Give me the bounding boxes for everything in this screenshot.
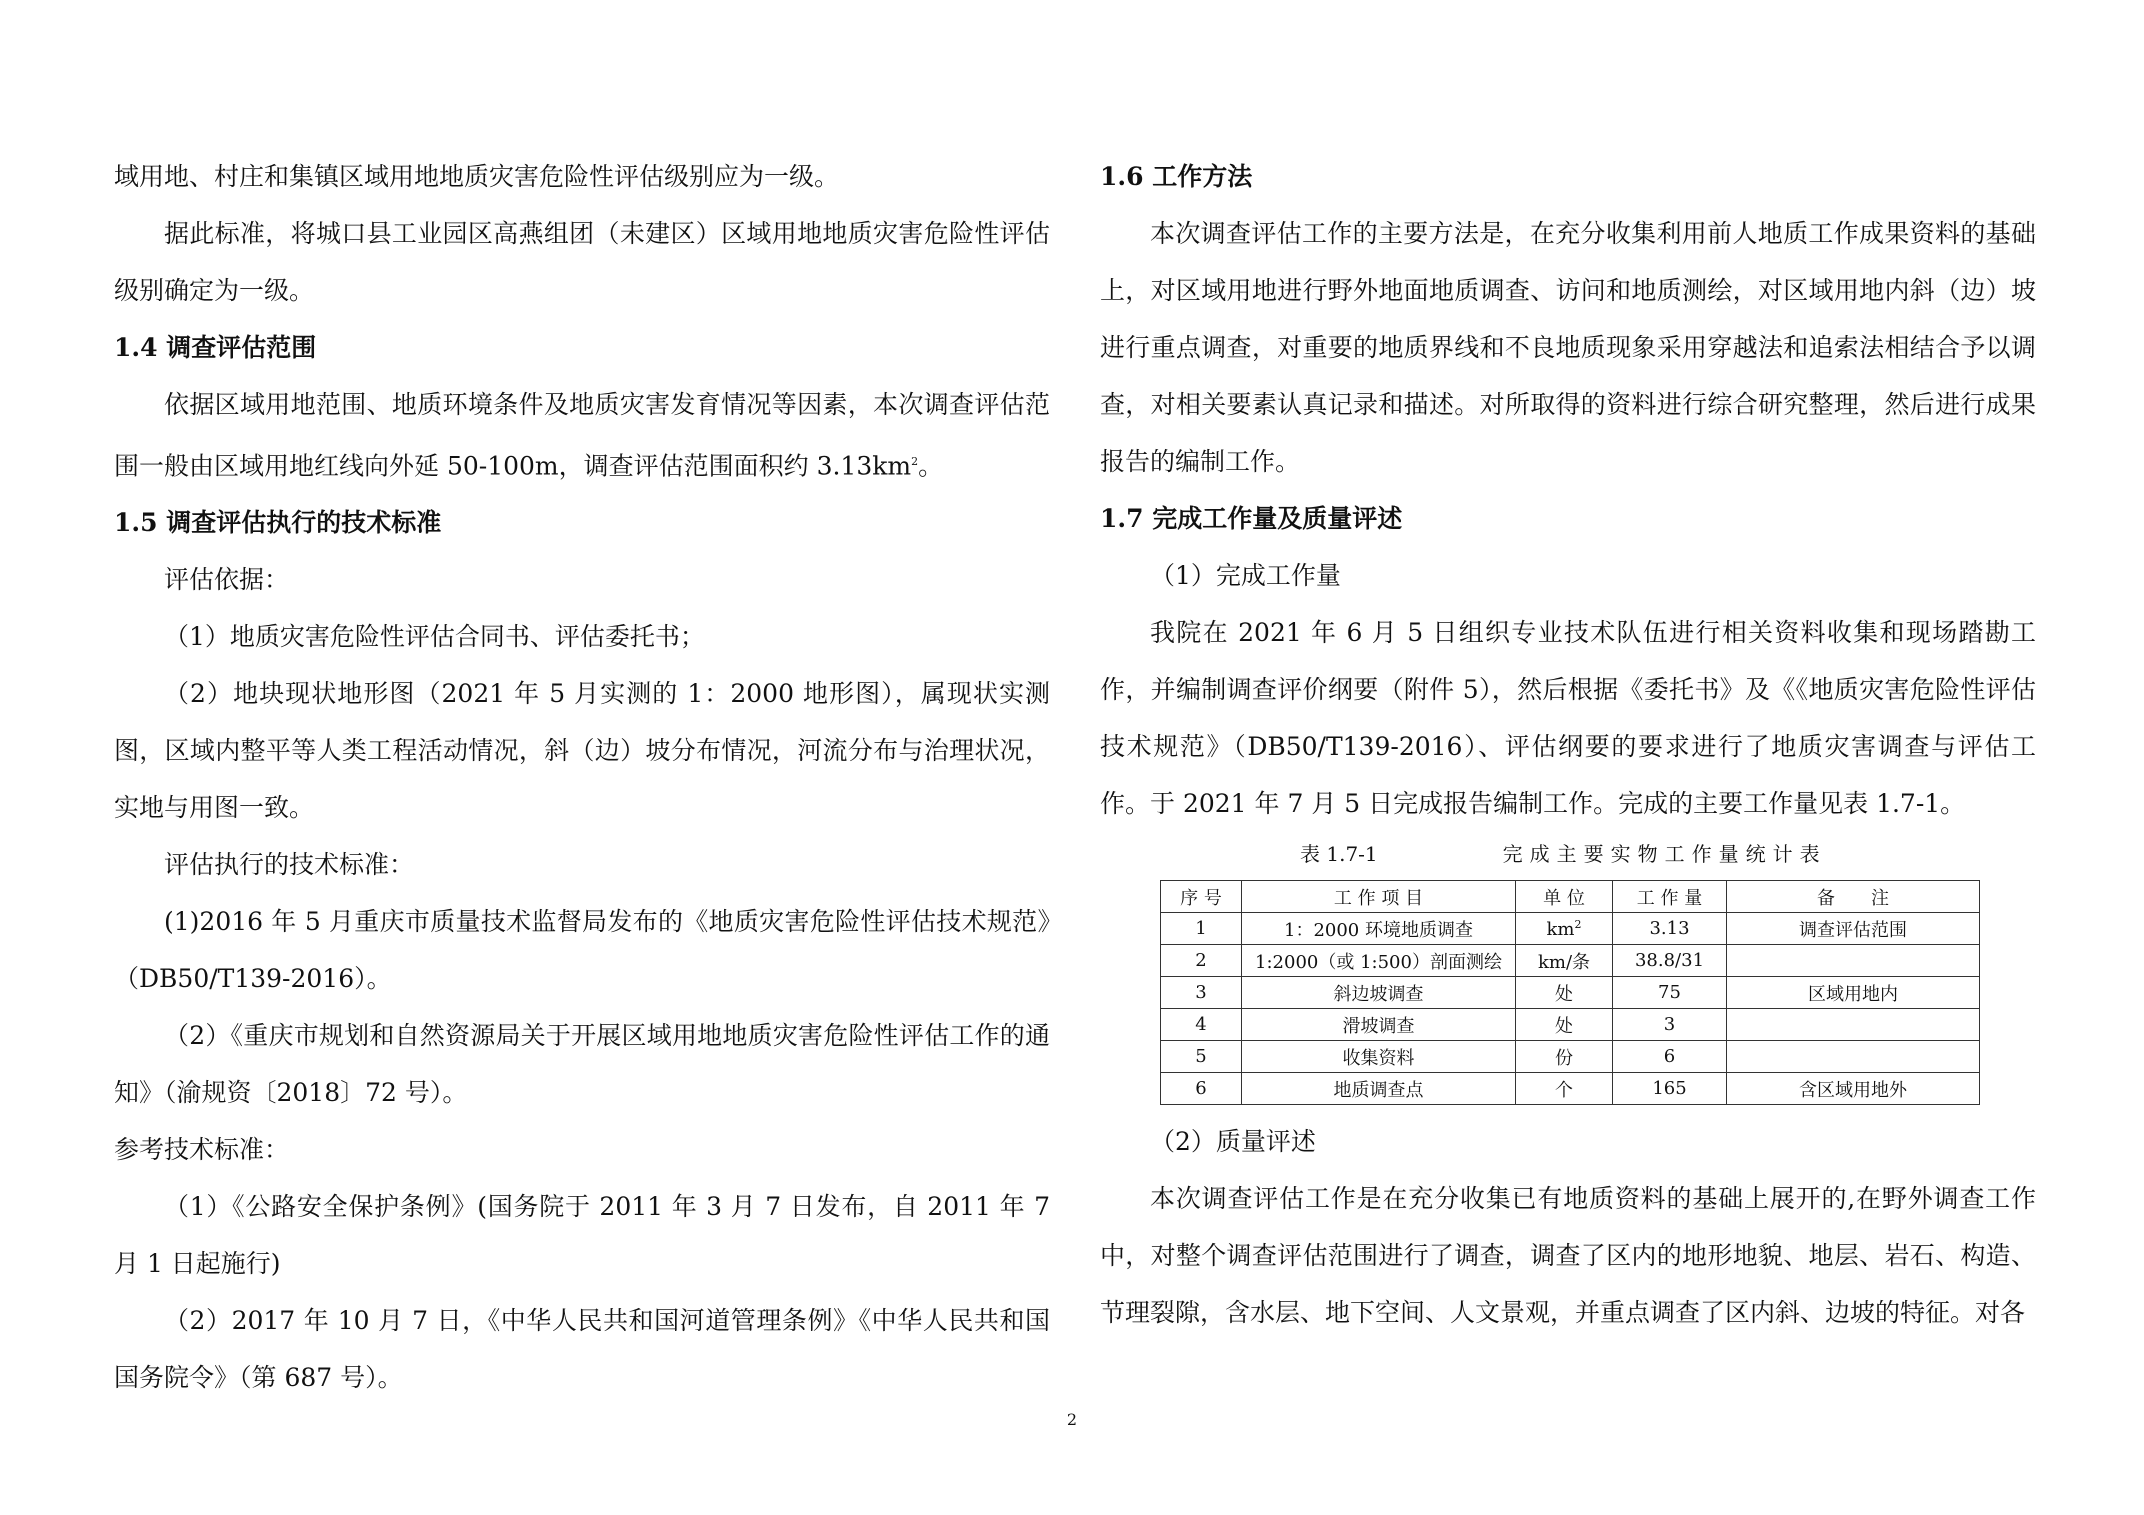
standard-item-2: （2）《重庆市规划和自然资源局关于开展区域用地地质灾害危险性评估工作的通知》（渝规资〔2018〕72 号）。 <box>114 1021 1050 1108</box>
paragraph-quality: 本次调查评估工作是在充分收集已有地质资料的基础上展开的,在野外调查工作中，对整个调查评估范围进行了调查，调查了区内的地形地貌、地层、岩石、构造、节理裂隙，含水层、地下空间、人文景观，并重点调查了区内斜、边坡的特征。对各 <box>1100 1184 2036 1327</box>
cell-item: 斜边坡调查 <box>1242 977 1516 1009</box>
reference-label: 参考技术标准： <box>114 1135 290 1165</box>
cell-no: 5 <box>1161 1041 1242 1073</box>
unit-text: km <box>1546 918 1575 940</box>
page-number: 2 <box>1066 1410 1078 1429</box>
cell-note: 调查评估范围 <box>1727 913 1980 945</box>
scope-text: 依据区域用地范围、地质环境条件及地质灾害发育情况等因素，本次调查评估范围一般由区域用地红线向外延 50-100m，调查评估范围面积约 3.13km <box>114 390 1050 481</box>
cell-unit <box>1516 913 1613 945</box>
cell-item: 地质调查点 <box>1242 1073 1516 1105</box>
cell-unit: km/条 <box>1516 945 1613 977</box>
standards-label: 评估执行的技术标准： <box>164 850 415 880</box>
table-row <box>1161 1073 1980 1105</box>
cell-qty: 6 <box>1613 1041 1727 1073</box>
cell-unit: 处 <box>1516 977 1613 1009</box>
cell-note <box>1727 1041 1980 1073</box>
table-row <box>1161 1041 1980 1073</box>
section-heading-1-5: 1.5 调查评估执行的技术标准 <box>114 508 442 538</box>
table-title: 完成主要实物工作量统计表 <box>1502 842 1827 866</box>
cell-item: 收集资料 <box>1242 1041 1516 1073</box>
basis-item-1: （1）地质灾害危险性评估合同书、评估委托书； <box>164 622 705 652</box>
workload-table <box>1160 880 1980 1105</box>
cell-qty: 3 <box>1613 1009 1727 1041</box>
cell-note <box>1727 1009 1980 1041</box>
header-cell: 备 注 <box>1727 881 1980 913</box>
cell-note <box>1727 945 1980 977</box>
basis-item-2: （2）地块现状地形图（2021 年 5 月实测的 1：2000 地形图），属现状实测图，区域内整平等人类工程活动情况，斜（边）坡分布情况，河流分布与治理状况，实地与用图一致。 <box>114 679 1050 823</box>
cell-no: 3 <box>1161 977 1242 1009</box>
cell-note: 区域用地内 <box>1727 977 1980 1009</box>
cell-unit: 处 <box>1516 1009 1613 1041</box>
header-cell: 工 作 项 目 <box>1242 881 1516 913</box>
basis-label: 评估依据： <box>164 565 290 595</box>
cell-qty: 38.8/31 <box>1613 945 1727 977</box>
cell-qty: 165 <box>1613 1073 1727 1105</box>
paragraph-workload: 我院在 2021 年 6 月 5 日组织专业技术队伍进行相关资料收集和现场踏勘工作，并编制调查评价纲要（附件 5），然后根据《委托书》及《《地质灾害危险性评估技术规范》（DB50/T139-2016）、评估纲要的要求进行了地质灾害调查与评估工作。于 2021 年 7 月 5 日完成报告编制工作。完成的主要工作量见表 1.7-1。 <box>1100 618 2036 818</box>
cell-item: 1:2000（或 1:500）剖面测绘 <box>1242 945 1516 977</box>
subheading-workload: （1）完成工作量 <box>1150 561 1341 590</box>
reference-item-2: （2）2017 年 10 月 7 日，《中华人民共和国河道管理条例》《中华人民共和国国务院令》（第 687 号）。 <box>114 1306 1050 1393</box>
header-cell: 单 位 <box>1516 881 1613 913</box>
paragraph-methods: 本次调查评估工作的主要方法是，在充分收集利用前人地质工作成果资料的基础上，对区域用地进行野外地面地质调查、访问和地质测绘，对区域用地内斜（边）坡进行重点调查，对重要的地质界线和不良地质现象采用穿越法和追索法相结合予以调查，对相关要素认真记录和描述。对所取得的资料进行综合研究整理，然后进行成果报告的编制工作。 <box>1100 219 2036 476</box>
paragraph: 据此标准，将城口县工业园区高燕组团（未建区）区域用地地质灾害危险性评估级别确定为一级。 <box>114 219 1050 305</box>
header-cell: 序 号 <box>1161 881 1242 913</box>
superscript: 2 <box>911 455 919 468</box>
cell-item: 滑坡调查 <box>1242 1009 1516 1041</box>
right-column <box>1100 148 2036 1341</box>
unit-superscript: 2 <box>1574 917 1582 931</box>
header-cell: 工 作 量 <box>1613 881 1727 913</box>
table-number: 表 1.7-1 <box>1300 842 1378 866</box>
table-caption <box>1100 842 2036 866</box>
table-header-row <box>1161 881 1980 913</box>
cell-no: 1 <box>1161 913 1242 945</box>
cell-qty: 75 <box>1613 977 1727 1009</box>
paragraph-scope <box>114 376 1050 494</box>
cell-no: 4 <box>1161 1009 1242 1041</box>
cell-qty: 3.13 <box>1613 913 1727 945</box>
cell-no: 2 <box>1161 945 1242 977</box>
cell-item: 1：2000 环境地质调查 <box>1242 913 1516 945</box>
standard-item-1: (1)2016 年 5 月重庆市质量技术监督局发布的《地质灾害危险性评估技术规范》（DB50/T139-2016）。 <box>114 907 1050 994</box>
table-row <box>1161 913 1980 945</box>
section-heading-1-6: 1.6 工作方法 <box>1100 162 1253 191</box>
reference-item-1: （1）《公路安全保护条例》(国务院于 2011 年 3 月 7 日发布，自 2011 年 7 月 1 日起施行) <box>114 1192 1050 1279</box>
scope-text-end: 。 <box>918 451 944 481</box>
left-column <box>114 148 1050 1406</box>
cell-no: 6 <box>1161 1073 1242 1105</box>
paragraph: 域用地、村庄和集镇区域用地地质灾害危险性评估级别应为一级。 <box>114 162 840 191</box>
section-heading-1-4: 1.4 调查评估范围 <box>114 333 317 362</box>
cell-note: 含区域用地外 <box>1727 1073 1980 1105</box>
section-heading-1-7: 1.7 完成工作量及质量评述 <box>1100 504 1403 533</box>
table-row <box>1161 977 1980 1009</box>
table-row <box>1161 945 1980 977</box>
cell-unit: 份 <box>1516 1041 1613 1073</box>
table-row <box>1161 1009 1980 1041</box>
cell-unit: 个 <box>1516 1073 1613 1105</box>
subheading-quality: （2）质量评述 <box>1150 1127 1316 1156</box>
